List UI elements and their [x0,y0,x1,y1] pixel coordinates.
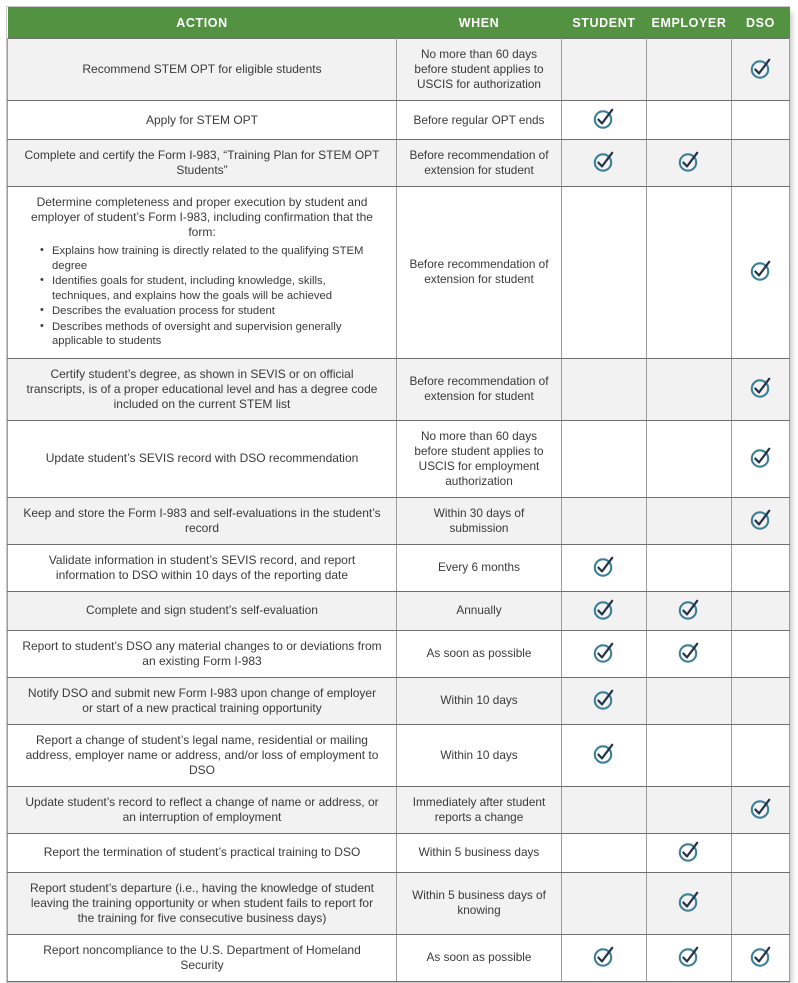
table-row [8,934,790,981]
cell-dso [732,420,790,497]
table-row [8,358,790,420]
action-bullet-list [22,244,382,349]
check-circle-icon [748,444,774,470]
empty-dso-cell [748,596,774,622]
column-header-when: WHEN [397,7,562,39]
check-circle-icon [748,943,774,969]
table-row [8,140,790,187]
cell-dso [732,358,790,420]
cell-when: As soon as possible [397,630,562,677]
action-text: Apply for STEM OPT [145,112,259,127]
table-row [8,544,790,591]
cell-student [562,591,647,630]
action-bullet-item: • Describes methods of oversight and supervision generally applicable to students [40,320,382,349]
cell-dso [732,544,790,591]
table-row [8,677,790,724]
empty-dso-cell [748,105,774,131]
cell-student [562,358,647,420]
empty-student-cell [591,838,617,864]
table-row [8,833,790,872]
empty-dso-cell [748,888,774,914]
cell-action [8,358,397,420]
cell-employer [647,872,732,934]
action-text: Report to student’s DSO any material changes to or deviations from an existing Form I-983 [22,638,382,668]
cell-dso [732,934,790,981]
check-circle-icon [676,639,702,665]
cell-dso [732,833,790,872]
cell-student [562,724,647,786]
cell-action [8,101,397,140]
cell-action [8,39,397,101]
empty-student-cell [591,506,617,532]
empty-dso-cell [748,639,774,665]
cell-when: Within 5 business days [397,833,562,872]
check-circle-icon [676,148,702,174]
empty-employer-cell [676,553,702,579]
cell-student [562,140,647,187]
check-circle-icon [676,596,702,622]
cell-dso [732,101,790,140]
cell-employer [647,39,732,101]
empty-employer-cell [676,795,702,821]
cell-student [562,187,647,359]
check-circle-icon [676,888,702,914]
cell-dso [732,786,790,833]
check-circle-icon [591,943,617,969]
table-row [8,872,790,934]
empty-employer-cell [676,444,702,470]
cell-employer [647,101,732,140]
action-text: Complete and sign student’s self-evaluation [86,603,318,617]
cell-dso [732,630,790,677]
action-bullet-item: • Describes the evaluation process for student [40,304,382,319]
check-circle-icon [591,553,617,579]
cell-when: Within 5 business days of knowing [397,872,562,934]
check-circle-icon [748,374,774,400]
cell-student [562,544,647,591]
table-row [8,497,790,544]
action-text: Determine completeness and proper execution by student and employer of student’s Form I-983, including confirmation that the form: [31,195,373,239]
cell-action [8,591,397,630]
empty-student-cell [591,795,617,821]
cell-employer [647,544,732,591]
cell-action [8,630,397,677]
empty-student-cell [591,55,617,81]
cell-when: No more than 60 days before student applies to USCIS for authorization [397,39,562,101]
cell-action [8,833,397,872]
cell-when: Within 10 days [397,677,562,724]
empty-dso-cell [748,148,774,174]
action-text: Update student’s SEVIS record with DSO recommendation [45,451,359,465]
table-row [8,591,790,630]
action-bullet-item: • Explains how training is directly related to the qualifying STEM degree [40,244,382,273]
cell-employer [647,786,732,833]
cell-when: Immediately after student reports a change [397,786,562,833]
cell-action [8,724,397,786]
action-text: Certify student’s degree, as shown in SEVIS or on official transcripts, is of a proper educational level and has a degree code included on the current STEM list [26,366,378,411]
empty-student-cell [591,444,617,470]
cell-when: Every 6 months [397,544,562,591]
cell-student [562,420,647,497]
empty-dso-cell [748,686,774,712]
action-text: Report a change of student’s legal name, residential or mailing address, employer name or address, and/or loss of employment to DSO [25,732,379,777]
action-text: Recommend STEM OPT for eligible students [82,62,322,76]
table-header [8,7,790,39]
table-row [8,724,790,786]
cell-action [8,934,397,981]
cell-employer [647,630,732,677]
empty-employer-cell [676,740,702,766]
cell-student [562,786,647,833]
cell-employer [647,833,732,872]
check-circle-icon [748,55,774,81]
cell-student [562,497,647,544]
responsibilities-table-container [6,6,790,983]
cell-employer [647,724,732,786]
empty-employer-cell [676,686,702,712]
cell-employer [647,934,732,981]
action-text: Report the termination of student’s practical training to DSO [43,845,361,859]
cell-dso [732,677,790,724]
cell-dso [732,187,790,359]
cell-dso [732,39,790,101]
action-text: Report noncompliance to the U.S. Department of Homeland Security [43,942,361,972]
cell-dso [732,497,790,544]
check-circle-icon [676,838,702,864]
action-bullet-item: • Identifies goals for student, including knowledge, skills, techniques, and explains how the goals will be achieved [40,274,382,303]
check-circle-icon [591,105,617,131]
cell-student [562,101,647,140]
column-header-dso: DSO [732,7,790,39]
cell-student [562,833,647,872]
action-text: Update student’s record to reflect a change of name or address, or an interruption of employment [25,794,379,824]
check-circle-icon [748,795,774,821]
check-circle-icon [591,639,617,665]
cell-when: Before recommendation of extension for student [397,140,562,187]
check-circle-icon [676,943,702,969]
column-header-student: STUDENT [562,7,647,39]
action-text: Report student’s departure (i.e., having the knowledge of student leaving the training opportunity or when student fails to report for the training for five consecutive business days) [30,880,374,925]
table-header-row [8,7,790,39]
column-header-action: ACTION [8,7,397,39]
check-circle-icon [591,148,617,174]
cell-action [8,140,397,187]
cell-employer [647,497,732,544]
cell-student [562,39,647,101]
cell-when: No more than 60 days before student applies to USCIS for employment authorization [397,420,562,497]
cell-when: Annually [397,591,562,630]
empty-employer-cell [676,55,702,81]
cell-action [8,497,397,544]
empty-employer-cell [676,506,702,532]
empty-dso-cell [748,838,774,864]
table-row [8,630,790,677]
action-text: Keep and store the Form I-983 and self-evaluations in the student’s record [23,505,381,535]
table-row [8,39,790,101]
table-body [8,39,790,982]
cell-employer [647,591,732,630]
cell-action [8,544,397,591]
check-circle-icon [591,686,617,712]
empty-employer-cell [676,374,702,400]
cell-when: Within 10 days [397,724,562,786]
cell-action [8,420,397,497]
action-text: Validate information in student’s SEVIS record, and report information to DSO within 10 days of the reporting date [48,552,356,582]
cell-action [8,872,397,934]
cell-student [562,630,647,677]
cell-when: Before regular OPT ends [397,101,562,140]
cell-action [8,677,397,724]
cell-employer [647,140,732,187]
cell-dso [732,591,790,630]
cell-when: Before recommendation of extension for student [397,187,562,359]
table-row [8,786,790,833]
cell-when: As soon as possible [397,934,562,981]
check-circle-icon [591,596,617,622]
empty-employer-cell [676,105,702,131]
cell-dso [732,724,790,786]
empty-dso-cell [748,553,774,579]
table-row [8,187,790,359]
cell-dso [732,140,790,187]
column-header-employer: EMPLOYER [647,7,732,39]
cell-student [562,934,647,981]
check-circle-icon [748,506,774,532]
cell-employer [647,677,732,724]
action-text: Complete and certify the Form I-983, “Training Plan for STEM OPT Students” [24,148,380,177]
cell-when: Before recommendation of extension for student [397,358,562,420]
cell-action [8,786,397,833]
responsibilities-table [7,7,790,982]
cell-dso [732,872,790,934]
cell-when: Within 30 days of submission [397,497,562,544]
check-circle-icon [591,740,617,766]
empty-dso-cell [748,740,774,766]
cell-employer [647,358,732,420]
check-circle-icon [748,257,774,283]
cell-employer [647,187,732,359]
empty-student-cell [591,888,617,914]
cell-student [562,677,647,724]
action-text: Notify DSO and submit new Form I-983 upon change of employer or start of a new practical training opportunity [27,685,377,715]
cell-student [562,872,647,934]
table-row [8,420,790,497]
cell-action [8,187,397,359]
table-row [8,101,790,140]
empty-student-cell [591,257,617,283]
empty-student-cell [591,374,617,400]
cell-employer [647,420,732,497]
empty-employer-cell [676,257,702,283]
